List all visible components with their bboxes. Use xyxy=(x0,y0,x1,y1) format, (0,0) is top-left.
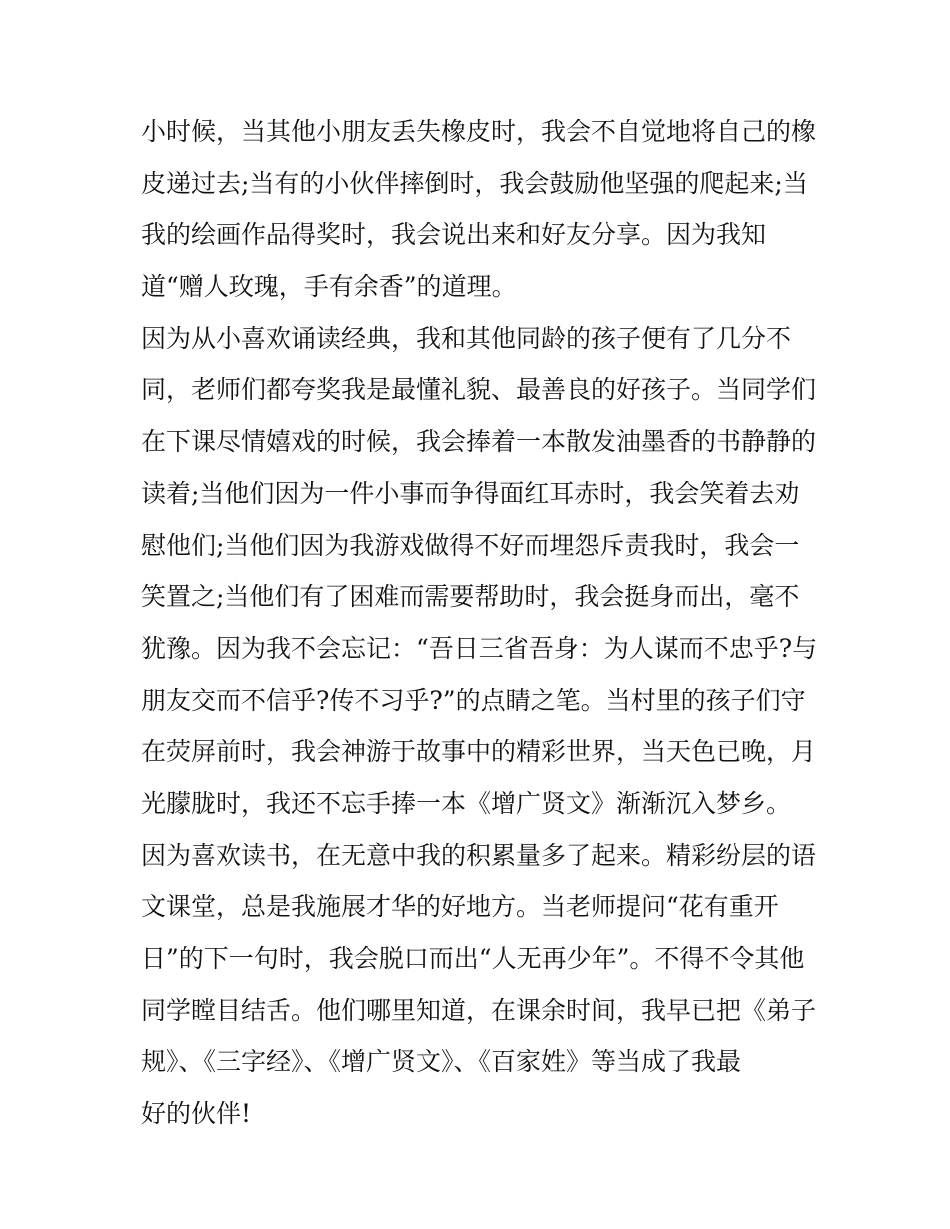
text-line: 我的绘画作品得奖时，我会说出来和好友分享。因为我知 xyxy=(141,220,767,250)
text-line: 日”的下一句时，我会脱口而出“人无再少年”。不得不令其他 xyxy=(141,944,805,973)
text-line: 犹豫。因为我不会忘记：“吾日三省吾身：为人谋而不忠乎?与 xyxy=(141,633,818,663)
text-line: 因为从小喜欢诵读经典，我和其他同龄的孩子便有了几分不 xyxy=(141,323,792,353)
text-line: 慰他们;当他们因为我游戏做得不好而埋怨斥责我时，我会一 xyxy=(141,530,800,560)
text-line: 小时候，当其他小朋友丢失橡皮时，我会不自觉地将自己的橡 xyxy=(141,117,817,146)
text-line: 皮递过去;当有的小伙伴摔倒时，我会鼓励他坚强的爬起来;当 xyxy=(141,168,808,198)
text-line: 规》、《三字经》、《增广贤文》、《百家姓》等当成了我最 xyxy=(141,1047,742,1077)
text-line: 在荧屏前时，我会神游于故事中的精彩世界，当天色已晚，月 xyxy=(141,737,817,767)
text-line: 光朦胧时，我还不忘手捧一本《增广贤文》渐渐沉入梦乡。 xyxy=(141,788,792,818)
text-line: 好的伙伴! xyxy=(141,1099,252,1129)
text-line: 朋友交而不信乎?传不习乎?”的点睛之笔。当村里的孩子们守 xyxy=(141,685,806,715)
text-line: 道“赠人玫瑰，手有余香”的道理。 xyxy=(141,272,517,302)
text-line: 因为喜欢读书，在无意中我的积累量多了起来。精彩纷层的语 xyxy=(141,840,817,870)
text-line: 同学瞠目结舌。他们哪里知道，在课余时间，我早已把《弟子 xyxy=(141,995,817,1025)
text-line: 文课堂，总是我施展才华的好地方。当老师提问“花有重开 xyxy=(141,892,779,922)
essay-text xyxy=(141,106,821,1140)
text-line: 读着;当他们因为一件小事而争得面红耳赤时，我会笑着去劝 xyxy=(141,478,800,508)
text-line: 笑置之;当他们有了困难而需要帮助时，我会挺身而出，毫不 xyxy=(141,582,800,612)
text-line: 同，老师们都夸奖我是最懂礼貌、最善良的好孩子。当同学们 xyxy=(141,375,817,405)
text-line: 在下课尽情嬉戏的时候，我会捧着一本散发油墨香的书静静的 xyxy=(141,427,817,457)
